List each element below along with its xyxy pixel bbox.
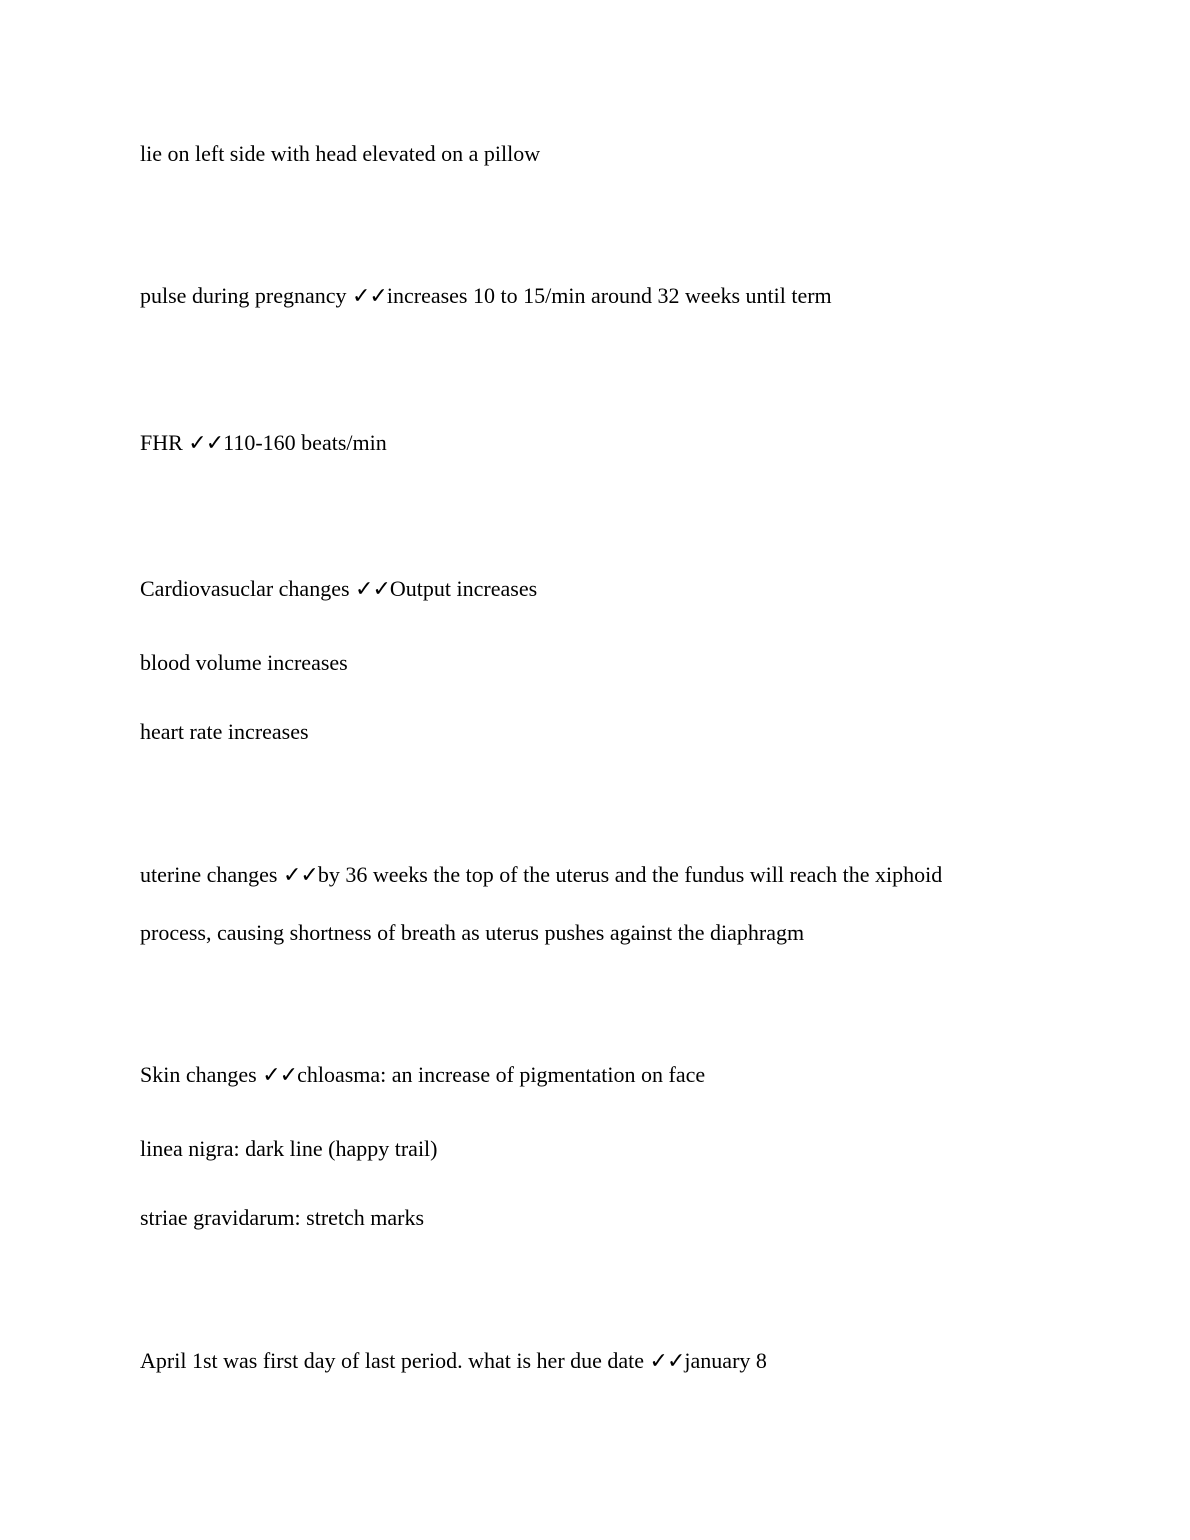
text-line — [140, 719, 309, 745]
qa-line-due-date — [140, 1348, 767, 1375]
answer-text: increases 10 to 15/min around 32 weeks until term — [386, 283, 832, 308]
question-term: April 1st was first day of last period. what is her due date — [140, 1348, 650, 1373]
question-term: Skin changes — [140, 1062, 263, 1087]
line-text: linea nigra: dark line (happy trail) — [140, 1136, 438, 1161]
text-line — [140, 1136, 438, 1162]
answer-text: january 8 — [684, 1348, 767, 1373]
answer-text: Output increases — [389, 576, 538, 601]
line-text: striae gravidarum: stretch marks — [140, 1205, 425, 1230]
answer-text: 110-160 beats/min — [223, 430, 387, 455]
line-text: lie on left side with head elevated on a pillow — [140, 141, 541, 166]
answer-text: by 36 weeks the top of the uterus and the fundus will reach the xiphoid — [317, 862, 943, 887]
double-check-icon: ✓✓ — [649, 1349, 685, 1374]
qa-line-cardiovascular — [140, 576, 537, 603]
line-text: process, causing shortness of breath as uterus pushes against the diaphragm — [140, 920, 805, 945]
question-term: FHR — [140, 430, 189, 455]
text-line — [140, 650, 348, 676]
text-line — [140, 1205, 424, 1231]
text-line — [140, 920, 804, 946]
answer-text: chloasma: an increase of pigmentation on face — [297, 1062, 706, 1087]
qa-line-fhr — [140, 430, 387, 457]
line-text: blood volume increases — [140, 650, 348, 675]
qa-line-pulse — [140, 283, 832, 310]
double-check-icon: ✓✓ — [352, 284, 387, 309]
question-term: uterine changes — [140, 862, 283, 887]
question-term: pulse during pregnancy — [140, 283, 352, 308]
qa-line-uterine — [140, 862, 942, 889]
double-check-icon: ✓✓ — [262, 1063, 298, 1088]
double-check-icon: ✓✓ — [188, 431, 224, 456]
text-line — [140, 141, 540, 167]
double-check-icon: ✓✓ — [282, 863, 318, 888]
qa-line-skin — [140, 1062, 705, 1089]
question-term: Cardiovasuclar changes — [140, 576, 356, 601]
double-check-icon: ✓✓ — [355, 577, 390, 602]
line-text: heart rate increases — [140, 719, 309, 744]
